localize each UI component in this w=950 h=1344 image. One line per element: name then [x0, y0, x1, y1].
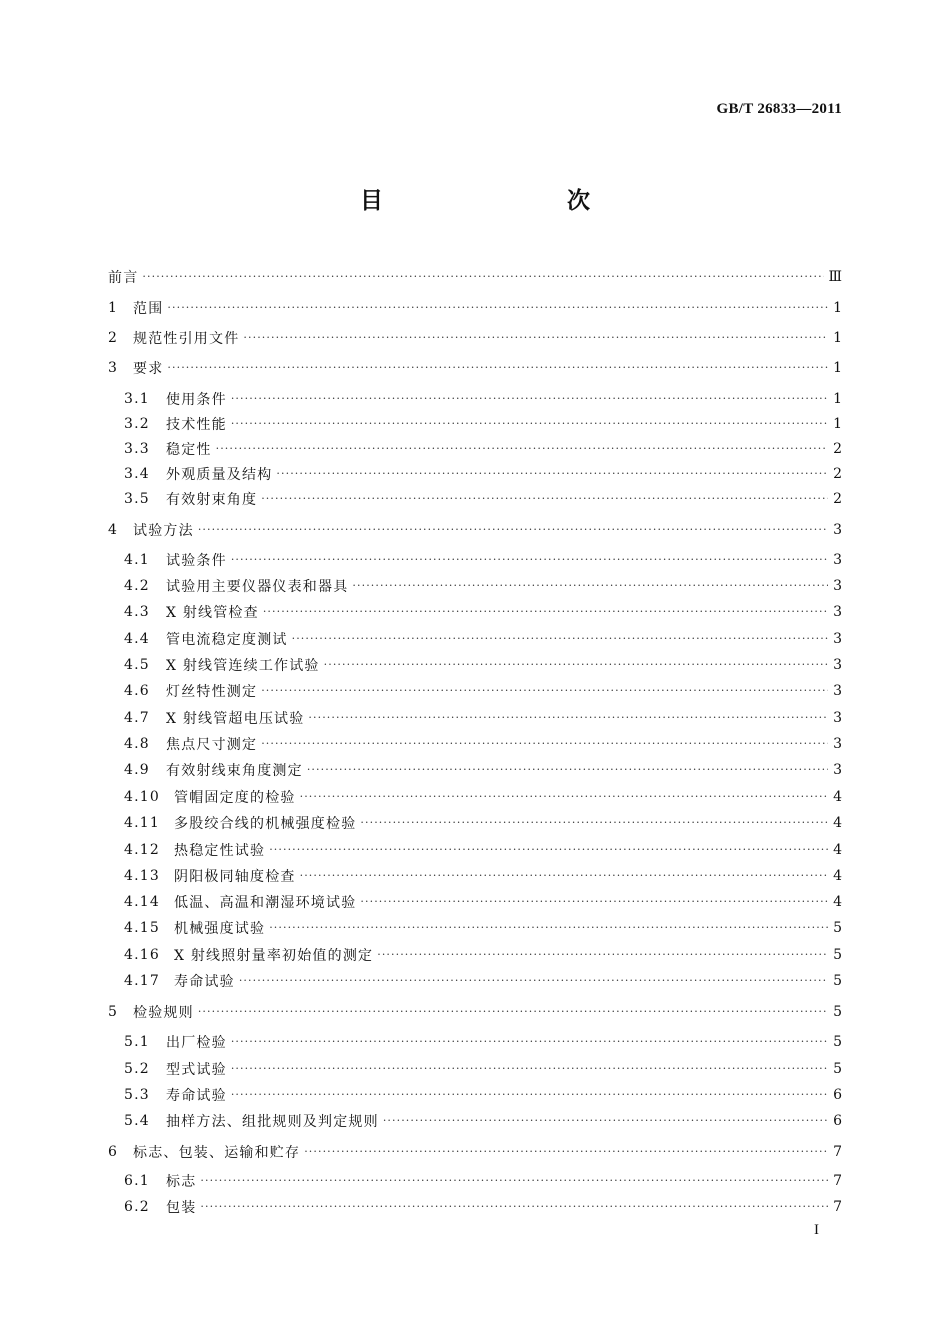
toc-dot-leader: [300, 786, 828, 808]
toc-dot-leader: [231, 1058, 828, 1080]
toc-entry[interactable]: [124, 917, 842, 939]
toc-entry-page: 4: [833, 842, 842, 858]
toc-entry[interactable]: [108, 327, 842, 349]
toc-entry-page: 7: [833, 1173, 842, 1189]
toc-dot-leader: [200, 1196, 828, 1218]
toc-entry[interactable]: [124, 601, 842, 623]
toc-entry-label: X 射线照射量率初始值的测定: [174, 948, 374, 964]
toc-entry[interactable]: [124, 839, 842, 861]
toc-entry[interactable]: [124, 549, 842, 571]
toc-dot-leader: [231, 413, 828, 435]
toc-dot-leader: [243, 327, 828, 349]
toc-entry-page: 2: [833, 441, 842, 457]
toc-entry[interactable]: [124, 438, 842, 460]
toc-entry-number: 6.2: [124, 1199, 150, 1215]
toc-entry-label: X 射线管连续工作试验: [166, 658, 320, 674]
toc-entry[interactable]: [124, 891, 842, 913]
toc-dot-leader: [142, 266, 824, 288]
toc-dot-leader: [304, 1141, 828, 1163]
toc-entry[interactable]: [108, 519, 842, 541]
toc-dot-leader: [263, 601, 828, 623]
toc-dot-leader: [231, 1031, 828, 1053]
toc-entry-label: 出厂检验: [166, 1035, 227, 1051]
toc-dot-leader: [269, 839, 828, 861]
toc-entry[interactable]: [124, 628, 842, 650]
toc-entry-number: 3.3: [124, 441, 150, 457]
toc-entry-label: 试验条件: [166, 553, 227, 569]
toc-entry-label: 低温、高温和潮湿环境试验: [174, 895, 357, 911]
toc-entry-label: 检验规则: [133, 1005, 194, 1021]
toc-entry-label: 使用条件: [166, 392, 227, 408]
toc-entry-label: 标志: [166, 1174, 197, 1190]
toc-entry-page: 5: [833, 947, 842, 963]
toc-entry-number: 1: [108, 300, 119, 316]
toc-entry-label: 标志、包装、运输和贮存: [133, 1145, 301, 1161]
toc-dot-leader: [307, 759, 828, 781]
toc-entry-number: 3.1: [124, 391, 150, 407]
toc-dot-leader: [360, 891, 828, 913]
toc-entry-page: Ⅲ: [828, 269, 842, 285]
toc-entry-page: 4: [833, 868, 842, 884]
toc-entry-number: 4.6: [124, 683, 150, 699]
toc-entry-number: 5.1: [124, 1034, 150, 1050]
toc-entry-number: 6.1: [124, 1173, 150, 1189]
toc-entry-number: 4.8: [124, 736, 150, 752]
toc-entry-label: 管电流稳定度测试: [166, 632, 288, 648]
toc-entry-number: 4.13: [124, 868, 160, 884]
toc-entry-page: 6: [833, 1087, 842, 1103]
toc-entry-number: 3.5: [124, 491, 150, 507]
toc-dot-leader: [231, 1084, 828, 1106]
toc-entry-label: 热稳定性试验: [174, 843, 266, 859]
toc-entry-number: 5.3: [124, 1087, 150, 1103]
toc-entry-label: 型式试验: [166, 1062, 227, 1078]
toc-entry-page: 4: [833, 815, 842, 831]
toc-entry[interactable]: [124, 865, 842, 887]
toc-entry-label: 多股绞合线的机械强度检验: [174, 816, 357, 832]
toc-dot-leader: [261, 733, 828, 755]
toc-entry-page: 1: [833, 416, 842, 432]
toc-dot-leader: [308, 707, 828, 729]
toc-entry-page: 3: [833, 710, 842, 726]
toc-entry-label: 包装: [166, 1200, 197, 1216]
toc-entry-label: 抽样方法、组批规则及判定规则: [166, 1114, 379, 1130]
toc-entry[interactable]: [124, 680, 842, 702]
toc-entry-label: 机械强度试验: [174, 921, 266, 937]
toc-entry-label: 前言: [108, 270, 139, 286]
toc-entry[interactable]: [124, 1058, 842, 1080]
toc-entry-label: 寿命试验: [174, 974, 235, 990]
toc-entry-number: 4.1: [124, 552, 150, 568]
toc-entry-number: 6: [108, 1144, 119, 1160]
toc-entry-label: 要求: [133, 361, 164, 377]
toc-dot-leader: [231, 388, 828, 410]
toc-entry-number: 5.2: [124, 1061, 150, 1077]
toc-entry-page: 3: [833, 578, 842, 594]
standard-code: GB/T 26833—2011: [716, 101, 842, 117]
toc-entry-label: 寿命试验: [166, 1088, 227, 1104]
toc-dot-leader: [200, 1170, 828, 1192]
toc-entry[interactable]: [108, 266, 842, 288]
toc-entry-page: 5: [833, 973, 842, 989]
toc-entry-label: 外观质量及结构: [166, 467, 273, 483]
toc-entry-number: 3.2: [124, 416, 150, 432]
toc-entry-page: 5: [833, 920, 842, 936]
toc-entry-label: 技术性能: [166, 417, 227, 433]
toc-entry[interactable]: [124, 1196, 842, 1218]
toc-entry-label: 阴阳极同轴度检查: [174, 869, 296, 885]
toc-entry[interactable]: [124, 575, 842, 597]
toc-entry-page: 1: [833, 391, 842, 407]
toc-entry[interactable]: [124, 812, 842, 834]
toc-entry-number: 2: [108, 330, 119, 346]
toc-entry-page: 5: [833, 1061, 842, 1077]
document-title: 目 次: [360, 188, 636, 214]
toc-entry-page: 5: [833, 1034, 842, 1050]
toc-entry-label: X 射线管超电压试验: [166, 711, 305, 727]
toc-entry-page: 3: [833, 683, 842, 699]
toc-entry-number: 5.4: [124, 1113, 150, 1129]
toc-entry[interactable]: [108, 357, 842, 379]
toc-entry-page: 3: [833, 604, 842, 620]
toc-dot-leader: [167, 297, 828, 319]
toc-entry-label: 有效射线束角度测定: [166, 763, 303, 779]
toc-entry-label: 管帽固定度的检验: [174, 790, 296, 806]
toc-entry-number: 4.10: [124, 789, 160, 805]
toc-entry-page: 3: [833, 736, 842, 752]
toc-entry-page: 5: [833, 1004, 842, 1020]
toc-entry-page: 1: [833, 360, 842, 376]
toc-entry-page: 3: [833, 657, 842, 673]
toc-entry[interactable]: [124, 944, 842, 966]
toc-entry[interactable]: [124, 413, 842, 435]
toc-dot-leader: [383, 1110, 828, 1132]
toc-entry[interactable]: [124, 733, 842, 755]
toc-entry-page: 2: [833, 466, 842, 482]
toc-entry-label: X 射线管检查: [166, 605, 259, 621]
toc-entry-label: 稳定性: [166, 442, 212, 458]
toc-entry-page: 7: [833, 1144, 842, 1160]
toc-entry-label: 规范性引用文件: [133, 331, 240, 347]
toc-entry[interactable]: [124, 970, 842, 992]
toc-entry-number: 4.9: [124, 762, 150, 778]
toc-entry-number: 4: [108, 522, 119, 538]
toc-entry-number: 4.2: [124, 578, 150, 594]
toc-dot-leader: [261, 680, 828, 702]
toc-entry[interactable]: [124, 1110, 842, 1132]
toc-entry-page: 3: [833, 631, 842, 647]
toc-entry[interactable]: [108, 1001, 842, 1023]
toc-entry-page: 2: [833, 491, 842, 507]
toc-entry-number: 4.12: [124, 842, 160, 858]
toc-dot-leader: [261, 488, 828, 510]
toc-dot-leader: [300, 865, 828, 887]
toc-entry-page: 3: [833, 552, 842, 568]
toc-entry[interactable]: [124, 1031, 842, 1053]
toc-dot-leader: [276, 463, 828, 485]
toc-entry-label: 有效射束角度: [166, 492, 258, 508]
toc-entry-page: 4: [833, 894, 842, 910]
toc-entry-number: 4.7: [124, 710, 150, 726]
toc-entry-number: 4.17: [124, 973, 160, 989]
toc-entry-page: 1: [833, 300, 842, 316]
page-number: I: [814, 1222, 819, 1238]
toc-entry-number: 4.5: [124, 657, 150, 673]
toc-entry[interactable]: [124, 654, 842, 676]
toc-entry-number: 4.16: [124, 947, 160, 963]
toc-dot-leader: [167, 357, 828, 379]
toc-dot-leader: [324, 654, 828, 676]
toc-entry-number: 5: [108, 1004, 119, 1020]
toc-entry-page: 1: [833, 330, 842, 346]
toc-dot-leader: [352, 575, 828, 597]
toc-dot-leader: [377, 944, 828, 966]
toc-entry-page: 7: [833, 1199, 842, 1215]
toc-entry-label: 试验方法: [133, 523, 194, 539]
toc-entry-number: 4.14: [124, 894, 160, 910]
toc-entry-number: 4.11: [124, 815, 160, 831]
toc-entry[interactable]: [124, 488, 842, 510]
toc-entry[interactable]: [124, 786, 842, 808]
toc-entry-page: 3: [833, 762, 842, 778]
toc-entry[interactable]: [124, 759, 842, 781]
toc-entry-page: 6: [833, 1113, 842, 1129]
toc-entry-label: 试验用主要仪器仪表和器具: [166, 579, 349, 595]
toc-dot-leader: [269, 917, 828, 939]
toc-entry[interactable]: [124, 463, 842, 485]
toc-entry-number: 4.15: [124, 920, 160, 936]
toc-entry-number: 3: [108, 360, 119, 376]
toc-entry[interactable]: [124, 1084, 842, 1106]
toc-entry-number: 3.4: [124, 466, 150, 482]
toc-dot-leader: [198, 519, 828, 541]
toc-dot-leader: [216, 438, 828, 460]
toc-dot-leader: [292, 628, 828, 650]
toc-entry-label: 灯丝特性测定: [166, 684, 258, 700]
toc-entry[interactable]: [108, 297, 842, 319]
toc-entry-label: 范围: [133, 301, 164, 317]
toc-dot-leader: [231, 549, 828, 571]
toc-entry-number: 4.4: [124, 631, 150, 647]
toc-entry[interactable]: [124, 1170, 842, 1192]
toc-entry[interactable]: [108, 1141, 842, 1163]
toc-entry-label: 焦点尺寸测定: [166, 737, 258, 753]
toc-dot-leader: [239, 970, 828, 992]
toc-dot-leader: [360, 812, 828, 834]
toc-entry-page: 3: [833, 522, 842, 538]
toc-dot-leader: [198, 1001, 828, 1023]
toc-entry-page: 4: [833, 789, 842, 805]
toc-entry-number: 4.3: [124, 604, 150, 620]
toc-entry[interactable]: [124, 707, 842, 729]
toc-entry[interactable]: [124, 388, 842, 410]
